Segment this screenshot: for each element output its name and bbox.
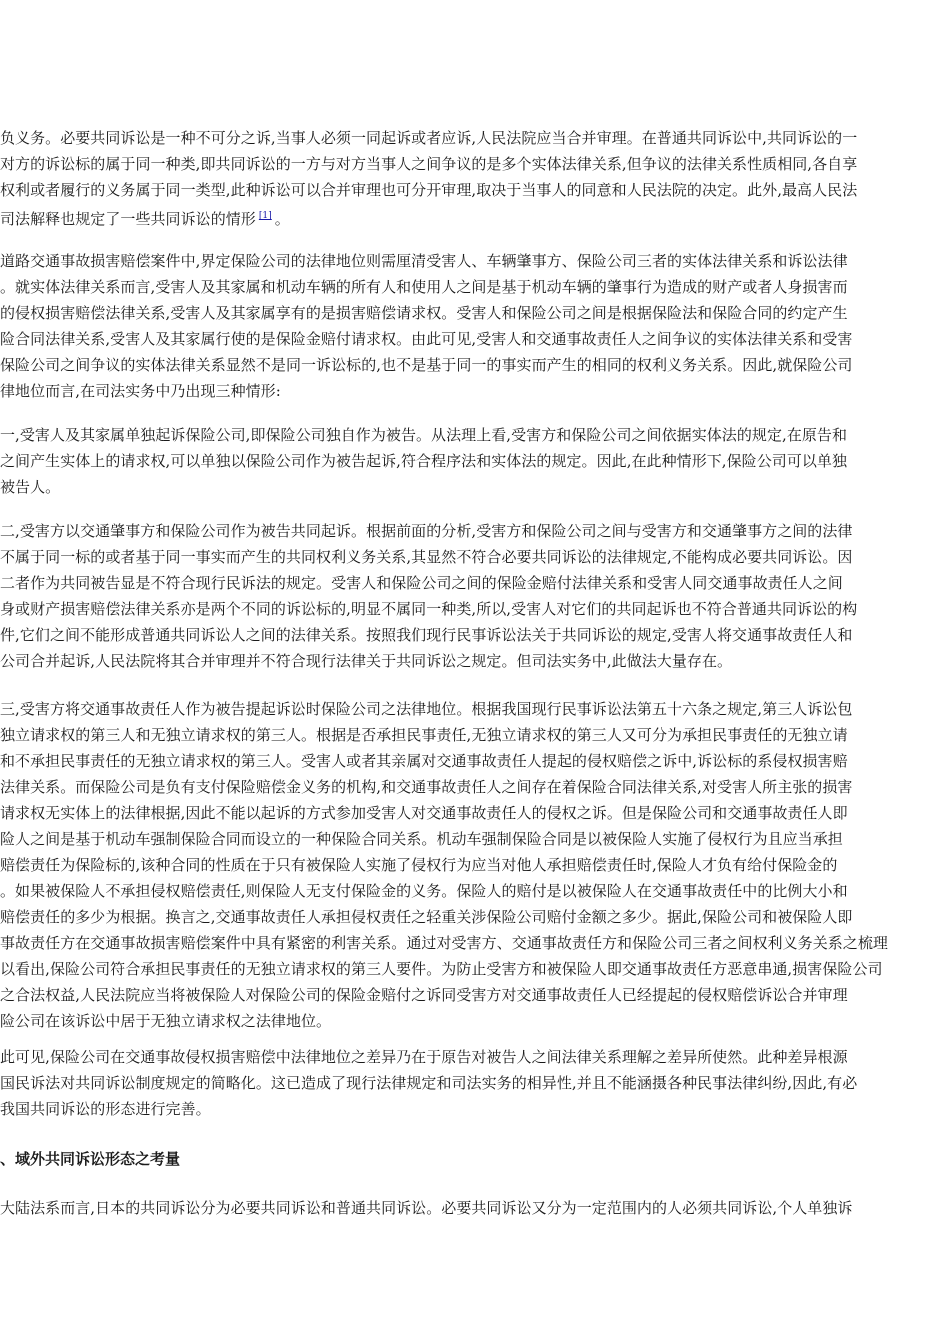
paragraph-line: 赔偿责任为保险标的,该种合同的性质在于只有被保险人实施了侵权行为应当对他人承担赔偿责任时,保险人才负有给付保险金的 [0,856,838,874]
paragraph-line: 事故责任方在交通事故损害赔偿案件中具有紧密的利害关系。通过对受害方、交通事故责任方和保险公司三者之间权利义务关系之梳理 [0,934,888,952]
paragraph-line-text: 司法解释也规定了一些共同诉讼的情形 [0,210,256,228]
section-heading: 、域外共同诉讼形态之考量 [0,1150,181,1168]
paragraph-line: 三,受害方将交通事故责任人作为被告提起诉讼时保险公司之法律地位。根据我国现行民事诉讼法第五十六条之规定,第三人诉讼包 [0,700,853,718]
paragraph-line: 险合同法律关系,受害人及其家属行使的是保险金赔付请求权。由此可见,受害人和交通事故责任人之间争议的实体法律关系和受害 [0,330,853,348]
paragraph-line: 和不承担民事责任的无独立请求权的第三人。受害人或者其亲属对交通事故责任人提起的侵权赔偿之诉中,诉讼标的系侵权损害赔 [0,752,848,770]
paragraph-line: 件,它们之间不能形成普通共同诉讼人之间的法律关系。按照我们现行民事诉讼法关于共同诉讼的规定,受害人将交通事故责任人和 [0,626,853,644]
paragraph-line: 此可见,保险公司在交通事故侵权损害赔偿中法律地位之差异乃在于原告对被告人之间法律关系理解之差异所使然。此种差异根源 [0,1048,848,1066]
paragraph-5 [0,696,950,1034]
paragraph-line: 不属于同一标的或者基于同一事实而产生的共同权利义务关系,其显然不符合必要共同诉讼的法律规定,不能构成必要共同诉讼。因 [0,548,853,566]
paragraph-line-tail: 。 [274,210,290,228]
paragraph-line: 以看出,保险公司符合承担民事责任的无独立请求权的第三人要件。为防止受害方和被保险人即交通事故责任方恶意串通,损害保险公司 [0,960,883,978]
paragraph-line: 。就实体法律关系而言,受害人及其家属和机动车辆的所有人和使用人之间是基于机动车辆的肇事行为造成的财产或者人身损害而 [0,278,848,296]
paragraph-2 [0,248,950,404]
paragraph-line: 大陆法系而言,日本的共同诉讼分为必要共同诉讼和普通共同诉讼。必要共同诉讼又分为一定范围内的人必须共同诉讼,个人单独诉 [0,1199,853,1217]
paragraph-line: 我国共同诉讼的形态进行完善。 [0,1100,211,1118]
paragraph-line: 请求权无实体上的法律根据,因此不能以起诉的方式参加受害人对交通事故责任人的侵权之诉。但是保险公司和交通事故责任人即 [0,804,848,822]
paragraph-4 [0,518,950,674]
paragraph-line: 一,受害人及其家属单独起诉保险公司,即保险公司独自作为被告。从法理上看,受害方和保险公司之间依据实体法的规定,在原告和 [0,426,848,444]
paragraph-line: 险公司在该诉讼中居于无独立请求权之法律地位。 [0,1012,332,1030]
paragraph-line: 公司合并起诉,人民法院将其合并审理并不符合现行法律关于共同诉讼之规定。但司法实务中,此做法大量存在。 [0,652,733,670]
paragraph-line: 身或财产损害赔偿法律关系亦是两个不同的诉讼标的,明显不属同一种类,所以,受害人对它们的共同起诉也不符合普通共同诉讼的构 [0,600,858,618]
paragraph-line: 二,受害方以交通肇事方和保险公司作为被告共同起诉。根据前面的分析,受害方和保险公司之间与受害方和交通肇事方之间的法律 [0,522,853,540]
paragraph-line: 国民诉法对共同诉讼制度规定的简略化。这已造成了现行法律规定和司法实务的相异性,并且不能涵摄各种民事法律纠纷,因此,有必 [0,1074,858,1092]
paragraph-line: 被告人。 [0,478,61,496]
paragraph-6 [0,1044,950,1122]
paragraph-line: 律地位而言,在司法实务中乃出现三种情形: [0,382,281,400]
paragraph-line: 法律关系。而保险公司是负有支付保险赔偿金义务的机构,和交通事故责任人之间存在着保险合同法律关系,对受害人所主张的损害 [0,778,853,796]
paragraph-1 [0,125,950,229]
paragraph-line-with-footnote [0,203,950,229]
footnote-link[interactable]: [1] [258,211,272,221]
paragraph-3 [0,422,950,500]
paragraph-line: 的侵权损害赔偿法律关系,受害人及其家属享有的是损害赔偿请求权。受害人和保险公司之间是根据保险法和保险合同的约定产生 [0,304,848,322]
paragraph-line: 对方的诉讼标的属于同一种类,即共同诉讼的一方与对方当事人之间争议的是多个实体法律关系,但争议的法律关系性质相同,各自享 [0,155,858,173]
paragraph-line: 保险公司之间争议的实体法律关系显然不是同一诉讼标的,也不是基于同一的事实而产生的相同的权利义务关系。因此,就保险公司 [0,356,853,374]
paragraph-line: 权利或者履行的义务属于同一类型,此种诉讼可以合并审理也可分开审理,取决于当事人的同意和人民法院的决定。此外,最高人民法 [0,181,858,199]
paragraph-line: 道路交通事故损害赔偿案件中,界定保险公司的法律地位则需厘清受害人、车辆肇事方、保险公司三者的实体法律关系和诉讼法律 [0,252,848,270]
paragraph-7 [0,1195,950,1221]
paragraph-line: 之合法权益,人民法院应当将被保险人对保险公司的保险金赔付之诉同受害方对交通事故责任人已经提起的侵权赔偿诉讼合并审理 [0,986,848,1004]
paragraph-line: 负义务。必要共同诉讼是一种不可分之诉,当事人必须一同起诉或者应诉,人民法院应当合并审理。在普通共同诉讼中,共同诉讼的一 [0,129,858,147]
paragraph-line: 险人之间是基于机动车强制保险合同而设立的一种保险合同关系。机动车强制保险合同是以被保险人实施了侵权行为且应当承担 [0,830,843,848]
paragraph-line: 之间产生实体上的请求权,可以单独以保险公司作为被告起诉,符合程序法和实体法的规定。因此,在此种情形下,保险公司可以单独 [0,452,848,470]
paragraph-line: 独立请求权的第三人和无独立请求权的第三人。根据是否承担民事责任,无独立请求权的第三人又可分为承担民事责任的无独立请 [0,726,848,744]
paragraph-line: 赔偿责任的多少为根据。换言之,交通事故责任人承担侵权责任之轻重关涉保险公司赔付金额之多少。据此,保险公司和被保险人即 [0,908,853,926]
paragraph-line: 二者作为共同被告显是不符合现行民诉法的规定。受害人和保险公司之间的保险金赔付法律关系和受害人同交通事故责任人之间 [0,574,843,592]
paragraph-line: 。如果被保险人不承担侵权赔偿责任,则保险人无支付保险金的义务。保险人的赔付是以被保险人在交通事故责任中的比例大小和 [0,882,848,900]
